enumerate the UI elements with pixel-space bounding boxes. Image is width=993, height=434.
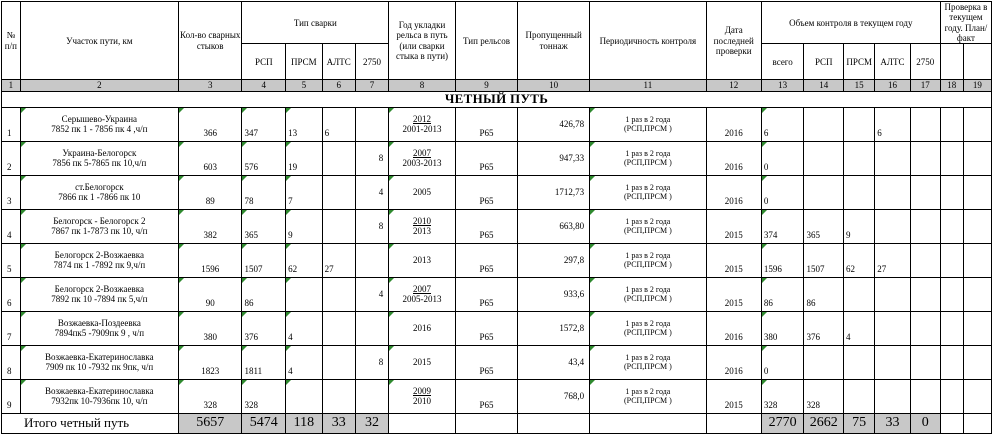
- vol-2750: [910, 345, 940, 379]
- vol-prsm: 62: [844, 243, 875, 277]
- section-name: Украина-Белогорск: [62, 147, 137, 158]
- vol-prsm: [844, 175, 875, 209]
- weld-rsp: 576: [242, 141, 286, 175]
- year-range: 2005-2013: [402, 294, 442, 305]
- period-types: (РСП,ПРСМ ): [623, 192, 672, 202]
- year-range: 2001-2013: [402, 124, 442, 135]
- vol-rsp: [804, 345, 844, 379]
- year-main: 2007: [413, 283, 431, 294]
- vol-2750: [910, 107, 940, 141]
- weld-prsm: 9: [286, 209, 322, 243]
- section-name: Серышево-Украина: [61, 113, 138, 124]
- period-types: (РСП,ПРСМ ): [623, 124, 672, 134]
- header-weld-rsp: РСП: [242, 44, 286, 80]
- header-last-check: Дата последней проверки: [706, 2, 761, 80]
- period-types: (РСП,ПРСМ ): [623, 226, 672, 236]
- period-frequency: 1 раз в 2 года: [625, 319, 671, 329]
- rail-type: Р65: [455, 311, 517, 345]
- table-row: [2, 175, 992, 209]
- section-cell: [20, 209, 178, 243]
- vol-total: 380: [761, 311, 804, 345]
- year-range: 2015: [413, 357, 431, 368]
- total-rsp: 5474: [242, 413, 286, 433]
- vol-2750: [910, 209, 940, 243]
- vol-total: 0: [761, 175, 804, 209]
- col-number: 7: [355, 80, 388, 91]
- vol-total: 0: [761, 345, 804, 379]
- vol-prsm: 9: [844, 209, 875, 243]
- header-vol-rsp: РСП: [804, 44, 844, 80]
- section-cell: [20, 141, 178, 175]
- header-period: Периодичность контроля: [590, 2, 707, 80]
- tonnage: 297,8: [518, 243, 590, 277]
- col-number: 18: [940, 80, 963, 91]
- period-cell: [590, 107, 707, 141]
- table-row: [2, 107, 992, 141]
- section-name: ст.Белогорск: [75, 181, 124, 192]
- period-frequency: 1 раз в 2 года: [625, 285, 671, 295]
- year-range: 2005: [413, 187, 431, 198]
- weld-2750: 4: [355, 277, 388, 311]
- last-check: 2016: [706, 175, 761, 209]
- weld-2750: [355, 311, 388, 345]
- last-check: 2015: [706, 209, 761, 243]
- check-fact: [963, 345, 991, 379]
- period-cell: [590, 277, 707, 311]
- period-types: (РСП,ПРСМ ): [623, 158, 672, 168]
- total-2750: 32: [355, 413, 388, 433]
- vol-total: 328: [761, 379, 804, 413]
- check-plan: [940, 209, 963, 243]
- section-cell: [20, 345, 178, 379]
- weld-alts: [322, 345, 355, 379]
- last-check: 2015: [706, 243, 761, 277]
- vol-total: 86: [761, 277, 804, 311]
- header-vol-total: всего: [761, 44, 804, 80]
- check-fact: [963, 277, 991, 311]
- period-types: (РСП,ПРСМ ): [623, 328, 672, 338]
- section-km: 7892 пк 10 -7894 пк 5,ч/п: [51, 294, 148, 305]
- row-number: 3: [2, 175, 21, 209]
- vol-alts: [875, 311, 910, 345]
- weld-alts: [322, 209, 355, 243]
- section-km: 7909 пк 10 -7932 пк 9пк, ч/п: [45, 362, 154, 373]
- header-row-top: [2, 2, 992, 44]
- last-check: 2016: [706, 345, 761, 379]
- vol-2750: [910, 141, 940, 175]
- year-cell: [389, 175, 456, 209]
- tonnage: 933,6: [518, 277, 590, 311]
- weld-2750: [355, 243, 388, 277]
- rail-type: Р65: [455, 345, 517, 379]
- year-cell: [389, 345, 456, 379]
- col-number: 16: [875, 80, 910, 91]
- year-main: 2012: [413, 113, 431, 124]
- vol-2750: [910, 311, 940, 345]
- row-number: 5: [2, 243, 21, 277]
- period-frequency: 1 раз в 2 года: [625, 353, 671, 363]
- header-rail-type: Тип рельсов: [455, 2, 517, 80]
- table-row: [2, 345, 992, 379]
- section-name: Возжаевка-Екатериноcлавка: [45, 385, 154, 396]
- col-number: 15: [844, 80, 875, 91]
- period-types: (РСП,ПРСМ ): [623, 362, 672, 372]
- check-plan: [940, 345, 963, 379]
- rail-control-table: [1, 1, 992, 434]
- weld-rsp: 78: [242, 175, 286, 209]
- total-vol-prsm: 75: [844, 413, 875, 433]
- weld-count: 382: [178, 209, 241, 243]
- weld-count: 1823: [178, 345, 241, 379]
- weld-rsp: 1507: [242, 243, 286, 277]
- weld-alts: 27: [322, 243, 355, 277]
- year-cell: [389, 379, 456, 413]
- weld-2750: 8: [355, 345, 388, 379]
- tonnage: 426,78: [518, 107, 590, 141]
- col-number: 9: [455, 80, 517, 91]
- rail-type: Р65: [455, 243, 517, 277]
- col-number: 14: [804, 80, 844, 91]
- header-section: Участок пути, км: [20, 2, 178, 80]
- check-plan: [940, 379, 963, 413]
- total-vol-alts: 33: [875, 413, 910, 433]
- period-types: (РСП,ПРСМ ): [623, 294, 672, 304]
- section-km: 7894пк5 -7909пк 9 , ч/п: [54, 328, 145, 339]
- weld-alts: [322, 311, 355, 345]
- section-row: [2, 91, 992, 107]
- section-name: Белогорск 2-Возжаевка: [54, 283, 144, 294]
- weld-2750: 8: [355, 141, 388, 175]
- section-cell: [20, 175, 178, 209]
- period-cell: [590, 379, 707, 413]
- table-row: [2, 243, 992, 277]
- tonnage: 1712,73: [518, 175, 590, 209]
- year-range: 2013: [413, 226, 431, 237]
- total-tonnage: [518, 413, 590, 433]
- period-types: (РСП,ПРСМ ): [623, 396, 672, 406]
- section-km: 7866 пк 1 -7866 пк 10: [58, 192, 141, 203]
- total-vol-total: 2770: [761, 413, 804, 433]
- year-range: 2016: [413, 323, 431, 334]
- section-name: Белогорск 2-Возжаевка: [54, 249, 144, 260]
- check-plan: [940, 141, 963, 175]
- weld-alts: [322, 175, 355, 209]
- vol-2750: [910, 243, 940, 277]
- year-cell: [389, 277, 456, 311]
- total-label: Итого четный путь: [2, 413, 179, 433]
- weld-rsp: 86: [242, 277, 286, 311]
- year-cell: [389, 209, 456, 243]
- section-km: 7874 пк 1 -7892 пк 9,ч/п: [53, 260, 146, 271]
- weld-count: 328: [178, 379, 241, 413]
- table-row: [2, 311, 992, 345]
- table-row: [2, 379, 992, 413]
- header-tonnage: Пропущенный тоннаж: [518, 2, 590, 80]
- check-fact: [963, 311, 991, 345]
- total-last: [706, 413, 761, 433]
- total-fact: [963, 413, 991, 433]
- weld-prsm: 7: [286, 175, 322, 209]
- last-check: 2016: [706, 141, 761, 175]
- weld-alts: 6: [322, 107, 355, 141]
- check-fact: [963, 243, 991, 277]
- total-count: 5657: [178, 413, 241, 433]
- weld-2750: [355, 379, 388, 413]
- section-cell: [20, 277, 178, 311]
- row-number: 1: [2, 107, 21, 141]
- check-plan: [940, 175, 963, 209]
- total-year: [389, 413, 456, 433]
- weld-alts: [322, 379, 355, 413]
- period-cell: [590, 175, 707, 209]
- tonnage: 947,33: [518, 141, 590, 175]
- table-row: [2, 277, 992, 311]
- col-number: 6: [322, 80, 355, 91]
- check-plan: [940, 311, 963, 345]
- vol-prsm: [844, 277, 875, 311]
- section-cell: [20, 311, 178, 345]
- col-number: 12: [706, 80, 761, 91]
- weld-prsm: 62: [286, 243, 322, 277]
- header-vol-prsm: ПРСМ: [844, 44, 875, 80]
- year-range: 2010: [413, 396, 431, 407]
- header-weld-type: Тип сварки: [242, 2, 389, 44]
- header-fact: [963, 44, 991, 80]
- row-number: 7: [2, 311, 21, 345]
- period-frequency: 1 раз в 2 года: [625, 217, 671, 227]
- section-km: 7932пк 10-7936пк 10, ч/п: [51, 396, 148, 407]
- row-number: 8: [2, 345, 21, 379]
- vol-alts: [875, 209, 910, 243]
- header-count: Кол-во сварных стыков: [178, 2, 241, 80]
- col-number: 11: [590, 80, 707, 91]
- vol-rsp: [804, 175, 844, 209]
- last-check: 2015: [706, 379, 761, 413]
- section-km: 7856 пк 5-7865 пк 10,ч/п: [52, 158, 147, 169]
- weld-prsm: 13: [286, 107, 322, 141]
- vol-total: 374: [761, 209, 804, 243]
- section-cell: [20, 243, 178, 277]
- rail-type: Р65: [455, 175, 517, 209]
- weld-rsp: 365: [242, 209, 286, 243]
- check-fact: [963, 141, 991, 175]
- total-row: [2, 413, 992, 433]
- year-main: 2010: [413, 215, 431, 226]
- period-cell: [590, 311, 707, 345]
- weld-rsp: 376: [242, 311, 286, 345]
- header-weld-alts: АЛТС: [322, 44, 355, 80]
- vol-total: 1596: [761, 243, 804, 277]
- vol-2750: [910, 175, 940, 209]
- vol-rsp: [804, 141, 844, 175]
- col-number: 19: [963, 80, 991, 91]
- rail-type: Р65: [455, 277, 517, 311]
- period-cell: [590, 243, 707, 277]
- vol-rsp: 1507: [804, 243, 844, 277]
- vol-alts: [875, 175, 910, 209]
- vol-total: 6: [761, 107, 804, 141]
- weld-2750: [355, 107, 388, 141]
- weld-2750: 8: [355, 209, 388, 243]
- section-cell: [20, 107, 178, 141]
- header-vol-alts: АЛТС: [875, 44, 910, 80]
- section-name: Белогорск - Белогорск 2: [53, 215, 146, 226]
- vol-2750: [910, 277, 940, 311]
- weld-count: 603: [178, 141, 241, 175]
- col-number: 10: [518, 80, 590, 91]
- weld-2750: 4: [355, 175, 388, 209]
- total-alts: 33: [322, 413, 355, 433]
- header-weld-prsm: ПРСМ: [286, 44, 322, 80]
- column-number-row: [2, 80, 992, 91]
- tonnage: 663,80: [518, 209, 590, 243]
- period-frequency: 1 раз в 2 года: [625, 183, 671, 193]
- data-rows: [2, 107, 992, 413]
- tonnage: 43,4: [518, 345, 590, 379]
- col-number: 4: [242, 80, 286, 91]
- vol-rsp: 86: [804, 277, 844, 311]
- tonnage: 768,0: [518, 379, 590, 413]
- vol-prsm: [844, 107, 875, 141]
- total-period: [590, 413, 707, 433]
- year-cell: [389, 311, 456, 345]
- vol-alts: [875, 379, 910, 413]
- total-vol-2750: 0: [910, 413, 940, 433]
- col-number: 3: [178, 80, 241, 91]
- weld-count: 89: [178, 175, 241, 209]
- year-range: 2013: [413, 255, 431, 266]
- table-row: [2, 209, 992, 243]
- weld-alts: [322, 277, 355, 311]
- weld-count: 380: [178, 311, 241, 345]
- vol-alts: 6: [875, 107, 910, 141]
- check-fact: [963, 107, 991, 141]
- period-frequency: 1 раз в 2 года: [625, 251, 671, 261]
- last-check: 2015: [706, 277, 761, 311]
- weld-prsm: 4: [286, 345, 322, 379]
- check-fact: [963, 175, 991, 209]
- check-fact: [963, 379, 991, 413]
- col-number: 17: [910, 80, 940, 91]
- header-plan: [940, 44, 963, 80]
- header-check: Проверка в текущем году. План/факт: [940, 2, 991, 44]
- col-number: 8: [389, 80, 456, 91]
- weld-prsm: 19: [286, 141, 322, 175]
- header-vol-2750: 2750: [910, 44, 940, 80]
- weld-count: 1596: [178, 243, 241, 277]
- year-cell: [389, 141, 456, 175]
- vol-alts: [875, 345, 910, 379]
- col-number: 13: [761, 80, 804, 91]
- vol-prsm: [844, 379, 875, 413]
- check-fact: [963, 209, 991, 243]
- weld-count: 366: [178, 107, 241, 141]
- weld-count: 90: [178, 277, 241, 311]
- check-plan: [940, 107, 963, 141]
- period-frequency: 1 раз в 2 года: [625, 149, 671, 159]
- rail-type: Р65: [455, 209, 517, 243]
- row-number: 2: [2, 141, 21, 175]
- period-frequency: 1 раз в 2 года: [625, 115, 671, 125]
- vol-total: 0: [761, 141, 804, 175]
- vol-rsp: 328: [804, 379, 844, 413]
- vol-rsp: [804, 107, 844, 141]
- year-main: 2007: [413, 147, 431, 158]
- total-prsm: 118: [286, 413, 322, 433]
- total-plan: [940, 413, 963, 433]
- section-km: 7852 пк 1 - 7856 пк 4 ,ч/п: [51, 124, 148, 135]
- vol-prsm: 4: [844, 311, 875, 345]
- rail-type: Р65: [455, 107, 517, 141]
- period-cell: [590, 345, 707, 379]
- year-main: 2009: [413, 385, 431, 396]
- weld-alts: [322, 141, 355, 175]
- weld-prsm: [286, 379, 322, 413]
- vol-2750: [910, 379, 940, 413]
- header-year: Год укладки рельса в путь (или сварки стыка в пути): [389, 2, 456, 80]
- rail-type: Р65: [455, 379, 517, 413]
- year-cell: [389, 243, 456, 277]
- header-weld-2750: 2750: [355, 44, 388, 80]
- vol-alts: [875, 277, 910, 311]
- vol-rsp: 365: [804, 209, 844, 243]
- weld-rsp: 347: [242, 107, 286, 141]
- period-cell: [590, 209, 707, 243]
- tonnage: 1572,8: [518, 311, 590, 345]
- section-name: Возжаевка-Поздеевка: [57, 317, 141, 328]
- period-types: (РСП,ПРСМ ): [623, 260, 672, 270]
- row-number: 4: [2, 209, 21, 243]
- vol-alts: [875, 141, 910, 175]
- weld-rsp: 1811: [242, 345, 286, 379]
- section-title: ЧЕТНЫЙ ПУТЬ: [2, 91, 992, 107]
- header-volume: Объем контроля в текущем году: [761, 2, 940, 44]
- year-cell: [389, 107, 456, 141]
- total-rail: [455, 413, 517, 433]
- last-check: 2016: [706, 107, 761, 141]
- col-number: 5: [286, 80, 322, 91]
- section-name: Возжаевка-Екатериноcлавка: [45, 351, 154, 362]
- period-cell: [590, 141, 707, 175]
- weld-rsp: 328: [242, 379, 286, 413]
- weld-prsm: [286, 277, 322, 311]
- col-number: 2: [20, 80, 178, 91]
- section-cell: [20, 379, 178, 413]
- col-number: 1: [2, 80, 21, 91]
- total-vol-rsp: 2662: [804, 413, 844, 433]
- check-plan: [940, 243, 963, 277]
- vol-prsm: [844, 345, 875, 379]
- vol-prsm: [844, 141, 875, 175]
- row-number: 6: [2, 277, 21, 311]
- row-number: 9: [2, 379, 21, 413]
- last-check: 2016: [706, 311, 761, 345]
- rail-type: Р65: [455, 141, 517, 175]
- vol-alts: 27: [875, 243, 910, 277]
- vol-rsp: 376: [804, 311, 844, 345]
- table-row: [2, 141, 992, 175]
- year-range: 2003-2013: [402, 158, 442, 169]
- weld-prsm: 4: [286, 311, 322, 345]
- section-km: 7867 пк 1-7873 пк 10, ч/п: [51, 226, 148, 237]
- period-frequency: 1 раз в 2 года: [625, 387, 671, 397]
- check-plan: [940, 277, 963, 311]
- header-no: № п/п: [2, 2, 21, 80]
